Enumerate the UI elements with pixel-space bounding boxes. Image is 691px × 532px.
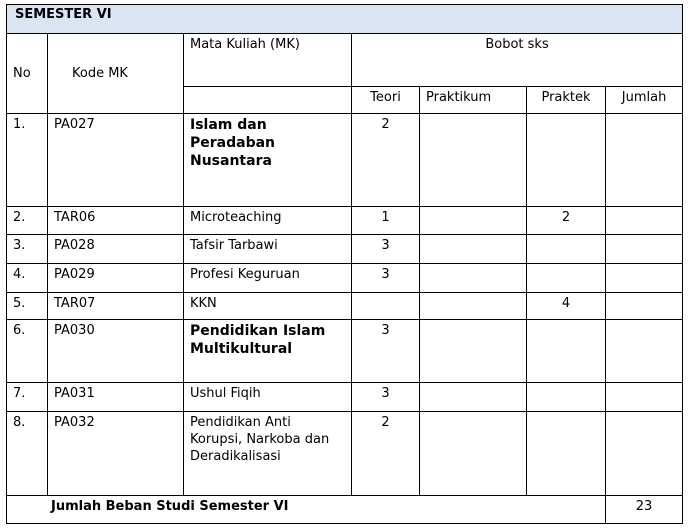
table-row — [7, 383, 683, 412]
row-teori: 3 — [352, 383, 420, 412]
table-row — [7, 264, 683, 293]
row-no: 1. — [7, 114, 48, 207]
row-praktek — [527, 264, 606, 293]
row-jumlah — [606, 412, 683, 496]
row-mata-kuliah: Ushul Fiqih — [184, 383, 352, 412]
header-jumlah: Jumlah — [606, 87, 683, 114]
row-kode: PA029 — [48, 264, 184, 293]
table-row — [7, 320, 683, 383]
row-praktek — [527, 320, 606, 383]
row-teori: 1 — [352, 207, 420, 235]
row-praktikum — [420, 264, 527, 293]
row-jumlah — [606, 207, 683, 235]
table-row — [7, 207, 683, 235]
row-praktek: 2 — [527, 207, 606, 235]
row-teori: 2 — [352, 412, 420, 496]
course-table — [6, 4, 683, 524]
header-praktek: Praktek — [527, 87, 606, 114]
row-teori: 2 — [352, 114, 420, 207]
header-praktikum: Praktikum — [420, 87, 527, 114]
header-no: No — [7, 34, 48, 114]
row-mata-kuliah: Islam dan Peradaban Nusantara — [184, 114, 352, 207]
row-no: 8. — [7, 412, 48, 496]
header-mata-kuliah: Mata Kuliah (MK) — [184, 34, 352, 87]
total-row — [7, 496, 683, 524]
row-kode: PA028 — [48, 235, 184, 264]
row-no: 7. — [7, 383, 48, 412]
row-no: 4. — [7, 264, 48, 293]
row-mata-kuliah: Tafsir Tarbawi — [184, 235, 352, 264]
row-praktikum — [420, 320, 527, 383]
row-mata-kuliah: Profesi Keguruan — [184, 264, 352, 293]
row-kode: TAR07 — [48, 293, 184, 320]
row-teori: 3 — [352, 320, 420, 383]
table-row — [7, 235, 683, 264]
total-value: 23 — [606, 496, 683, 524]
header-kode: Kode MK — [48, 34, 184, 114]
row-kode: PA030 — [48, 320, 184, 383]
row-praktikum — [420, 293, 527, 320]
table-row — [7, 114, 683, 207]
table-row — [7, 293, 683, 320]
row-kode: PA027 — [48, 114, 184, 207]
row-jumlah — [606, 383, 683, 412]
row-no: 5. — [7, 293, 48, 320]
row-praktikum — [420, 412, 527, 496]
header-bobot: Bobot sks — [352, 34, 683, 87]
row-no: 2. — [7, 207, 48, 235]
row-praktek — [527, 383, 606, 412]
row-jumlah — [606, 235, 683, 264]
row-mata-kuliah: Pendidikan Islam Multikultural — [184, 320, 352, 383]
row-praktek: 4 — [527, 293, 606, 320]
row-praktikum — [420, 235, 527, 264]
row-praktikum — [420, 207, 527, 235]
course-table-container — [6, 4, 683, 524]
semester-title: SEMESTER VI — [7, 5, 683, 34]
row-no: 6. — [7, 320, 48, 383]
row-praktek — [527, 412, 606, 496]
row-kode: PA032 — [48, 412, 184, 496]
header-teori: Teori — [352, 87, 420, 114]
total-label: Jumlah Beban Studi Semester VI — [7, 496, 606, 524]
row-teori: 3 — [352, 264, 420, 293]
header-mk-blank — [184, 87, 352, 114]
row-jumlah — [606, 293, 683, 320]
row-praktek — [527, 235, 606, 264]
row-praktikum — [420, 114, 527, 207]
row-praktek — [527, 114, 606, 207]
table-row — [7, 412, 683, 496]
row-jumlah — [606, 264, 683, 293]
row-jumlah — [606, 320, 683, 383]
row-kode: PA031 — [48, 383, 184, 412]
row-teori: 3 — [352, 235, 420, 264]
row-mata-kuliah: KKN — [184, 293, 352, 320]
row-teori — [352, 293, 420, 320]
row-praktikum — [420, 383, 527, 412]
row-jumlah — [606, 114, 683, 207]
row-mata-kuliah: Pendidikan Anti Korupsi, Narkoba dan Deradikalisasi — [184, 412, 352, 496]
row-mata-kuliah: Microteaching — [184, 207, 352, 235]
row-kode: TAR06 — [48, 207, 184, 235]
row-no: 3. — [7, 235, 48, 264]
